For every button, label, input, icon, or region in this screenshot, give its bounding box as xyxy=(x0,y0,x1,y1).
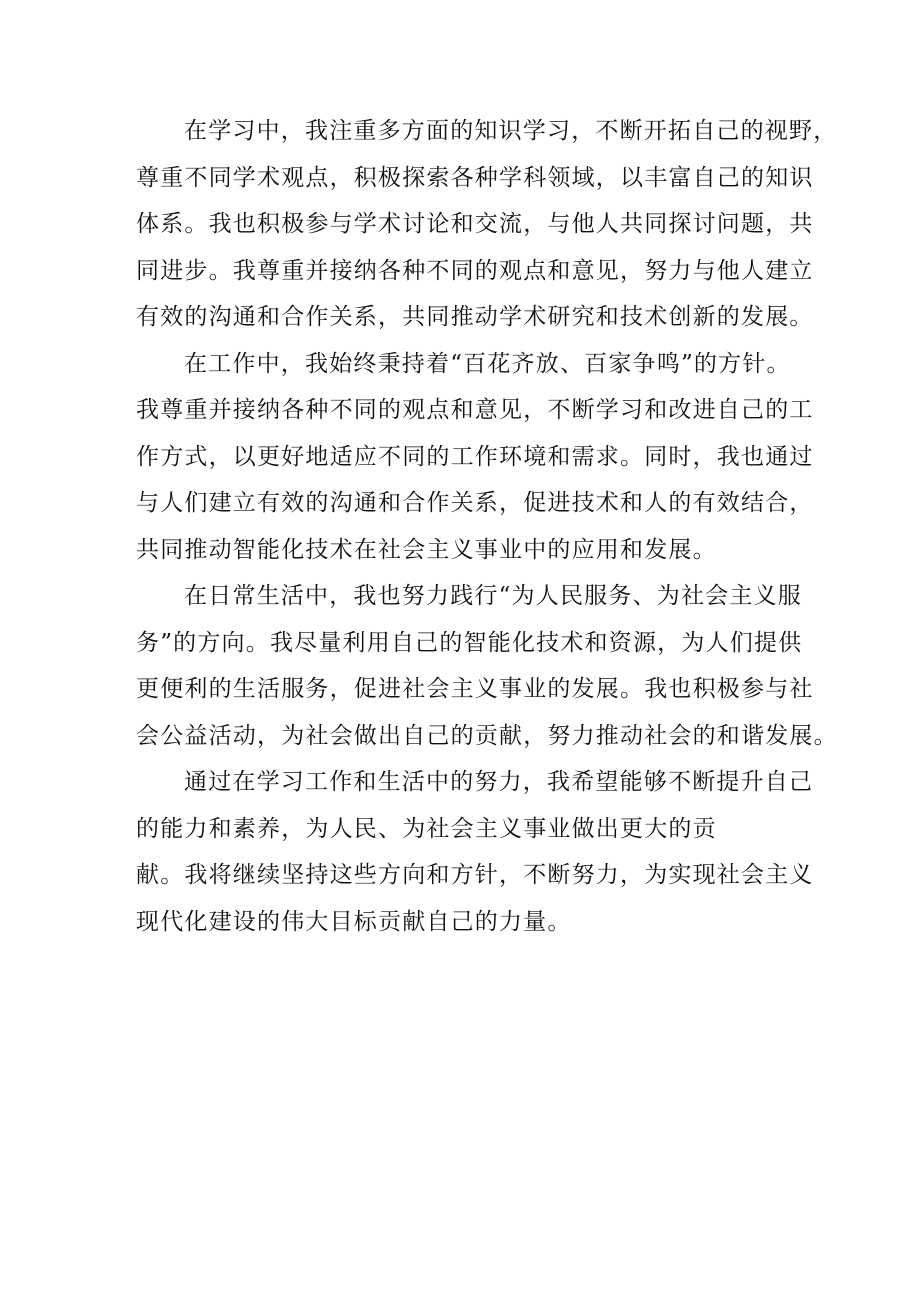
paragraph-3-line-2: 务”的方向。我尽量利用自己的智能化技术和资源，为人们提供 xyxy=(136,629,803,656)
paragraph-1-line-1: 在学习中，我注重多方面的知识学习，不断开拓自己的视野， xyxy=(184,118,838,144)
paragraph-4-line-1: 通过在学习工作和生活中的努力，我希望能够不断提升自己 xyxy=(184,769,814,795)
paragraph-2-line-1: 在工作中，我始终秉持着“百花齐放、百家争鸣”的方针。 xyxy=(184,350,791,377)
paragraph-4-line-4: 现代化建设的伟大目标贡献自己的力量。 xyxy=(136,908,572,935)
document-body xyxy=(136,108,838,945)
paragraph-1-line-5: 有效的沟通和合作关系，共同推动学术研究和技术创新的发展。 xyxy=(136,304,814,330)
paragraph-1-line-2: 尊重不同学术观点，积极探索各种学科领域，以丰富自己的知识 xyxy=(136,164,814,191)
paragraph-4-line-3: 献。我将继续坚持这些方向和方针，不断努力，为实现社会主义 xyxy=(136,862,814,888)
paragraph-2-line-2: 我尊重并接纳各种不同的观点和意见，不断学习和改进自己的工 xyxy=(136,397,814,423)
paragraph-1-line-3: 体系。我也积极参与学术讨论和交流，与他人共同探讨问题，共 xyxy=(136,211,814,237)
paragraph-4-line-2: 的能力和素养，为人民、为社会主义事业做出更大的贡 xyxy=(136,815,717,842)
paragraph-3-line-3: 更便利的生活服务，促进社会主义事业的发展。我也积极参与社 xyxy=(136,676,814,702)
paragraph-3-line-1: 在日常生活中，我也努力践行“为人民服务、为社会主义服 xyxy=(184,583,802,609)
paragraph-1-line-4: 同进步。我尊重并接纳各种不同的观点和意见，努力与他人建立 xyxy=(136,257,814,284)
paragraph-2-line-5: 共同推动智能化技术在社会主义事业中的应用和发展。 xyxy=(136,536,717,563)
paragraph-2-line-4: 与人们建立有效的沟通和合作关系，促进技术和人的有效结合， xyxy=(136,490,814,516)
paragraph-2-line-3: 作方式，以更好地适应不同的工作环境和需求。同时，我也通过 xyxy=(136,443,814,470)
paragraph-3-line-4: 会公益活动，为社会做出自己的贡献，努力推动社会的和谐发展。 xyxy=(136,722,838,749)
